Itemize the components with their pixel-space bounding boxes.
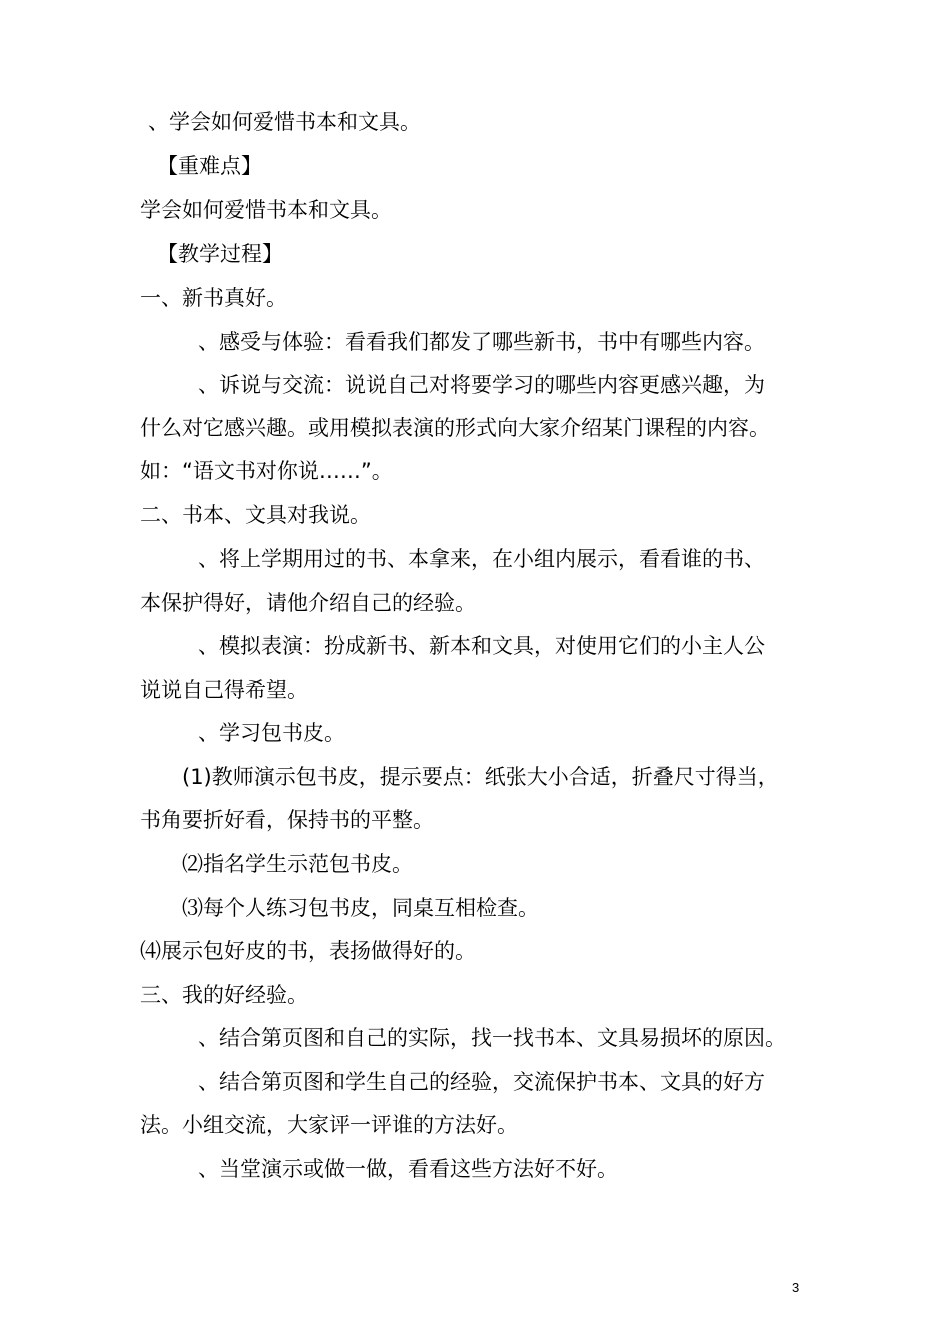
- paragraph-line: 、学习包书皮。: [198, 721, 345, 745]
- page-number: 3: [792, 1280, 800, 1295]
- teaching-process-heading: 【教学过程】: [157, 242, 283, 266]
- paragraph-line: 如：“语文书对你说……”。: [140, 459, 393, 483]
- numbered-step-2: ⑵指名学生示范包书皮。: [182, 852, 413, 876]
- paragraph-line: 、模拟表演：扮成新书、新本和文具，对使用它们的小主人公: [198, 634, 765, 658]
- paragraph-line: 、结合第页图和自己的实际，找一找书本、文具易损坏的原因。: [198, 1026, 786, 1050]
- paragraph-line: 、当堂演示或做一做，看看这些方法好不好。: [198, 1157, 618, 1181]
- section-heading-1: 一、新书真好。: [140, 286, 287, 310]
- key-difficulty-text: 学会如何爱惜书本和文具。: [140, 198, 392, 222]
- paragraph-line: 、结合第页图和学生自己的经验，交流保护书本、文具的好方: [198, 1070, 765, 1094]
- objective-line: 、学会如何爱惜书本和文具。: [148, 110, 421, 134]
- key-difficulty-heading: 【重难点】: [157, 154, 262, 178]
- numbered-step-1: (1)教师演示包书皮，提示要点：纸张大小合适，折叠尺寸得当，: [182, 765, 779, 789]
- numbered-step-4: ⑷展示包好皮的书，表扬做得好的。: [140, 939, 476, 963]
- section-heading-3: 三、我的好经验。: [140, 983, 308, 1007]
- paragraph-line: 书角要折好看，保持书的平整。: [140, 808, 434, 832]
- paragraph-line: 说说自己得希望。: [140, 678, 308, 702]
- paragraph-line: 、将上学期用过的书、本拿来，在小组内展示，看看谁的书、: [198, 547, 765, 571]
- paragraph-line: 法。小组交流，大家评一评谁的方法好。: [140, 1113, 518, 1137]
- paragraph-line: 、感受与体验：看看我们都发了哪些新书，书中有哪些内容。: [198, 330, 765, 354]
- paragraph-line: 、诉说与交流：说说自己对将要学习的哪些内容更感兴趣，为: [198, 373, 765, 397]
- paragraph-line: 什么对它感兴趣。或用模拟表演的形式向大家介绍某门课程的内容。: [140, 416, 770, 440]
- paragraph-line: 本保护得好，请他介绍自己的经验。: [140, 591, 476, 615]
- numbered-step-3: ⑶每个人练习包书皮，同桌互相检查。: [182, 896, 539, 920]
- section-heading-2: 二、书本、文具对我说。: [140, 503, 371, 527]
